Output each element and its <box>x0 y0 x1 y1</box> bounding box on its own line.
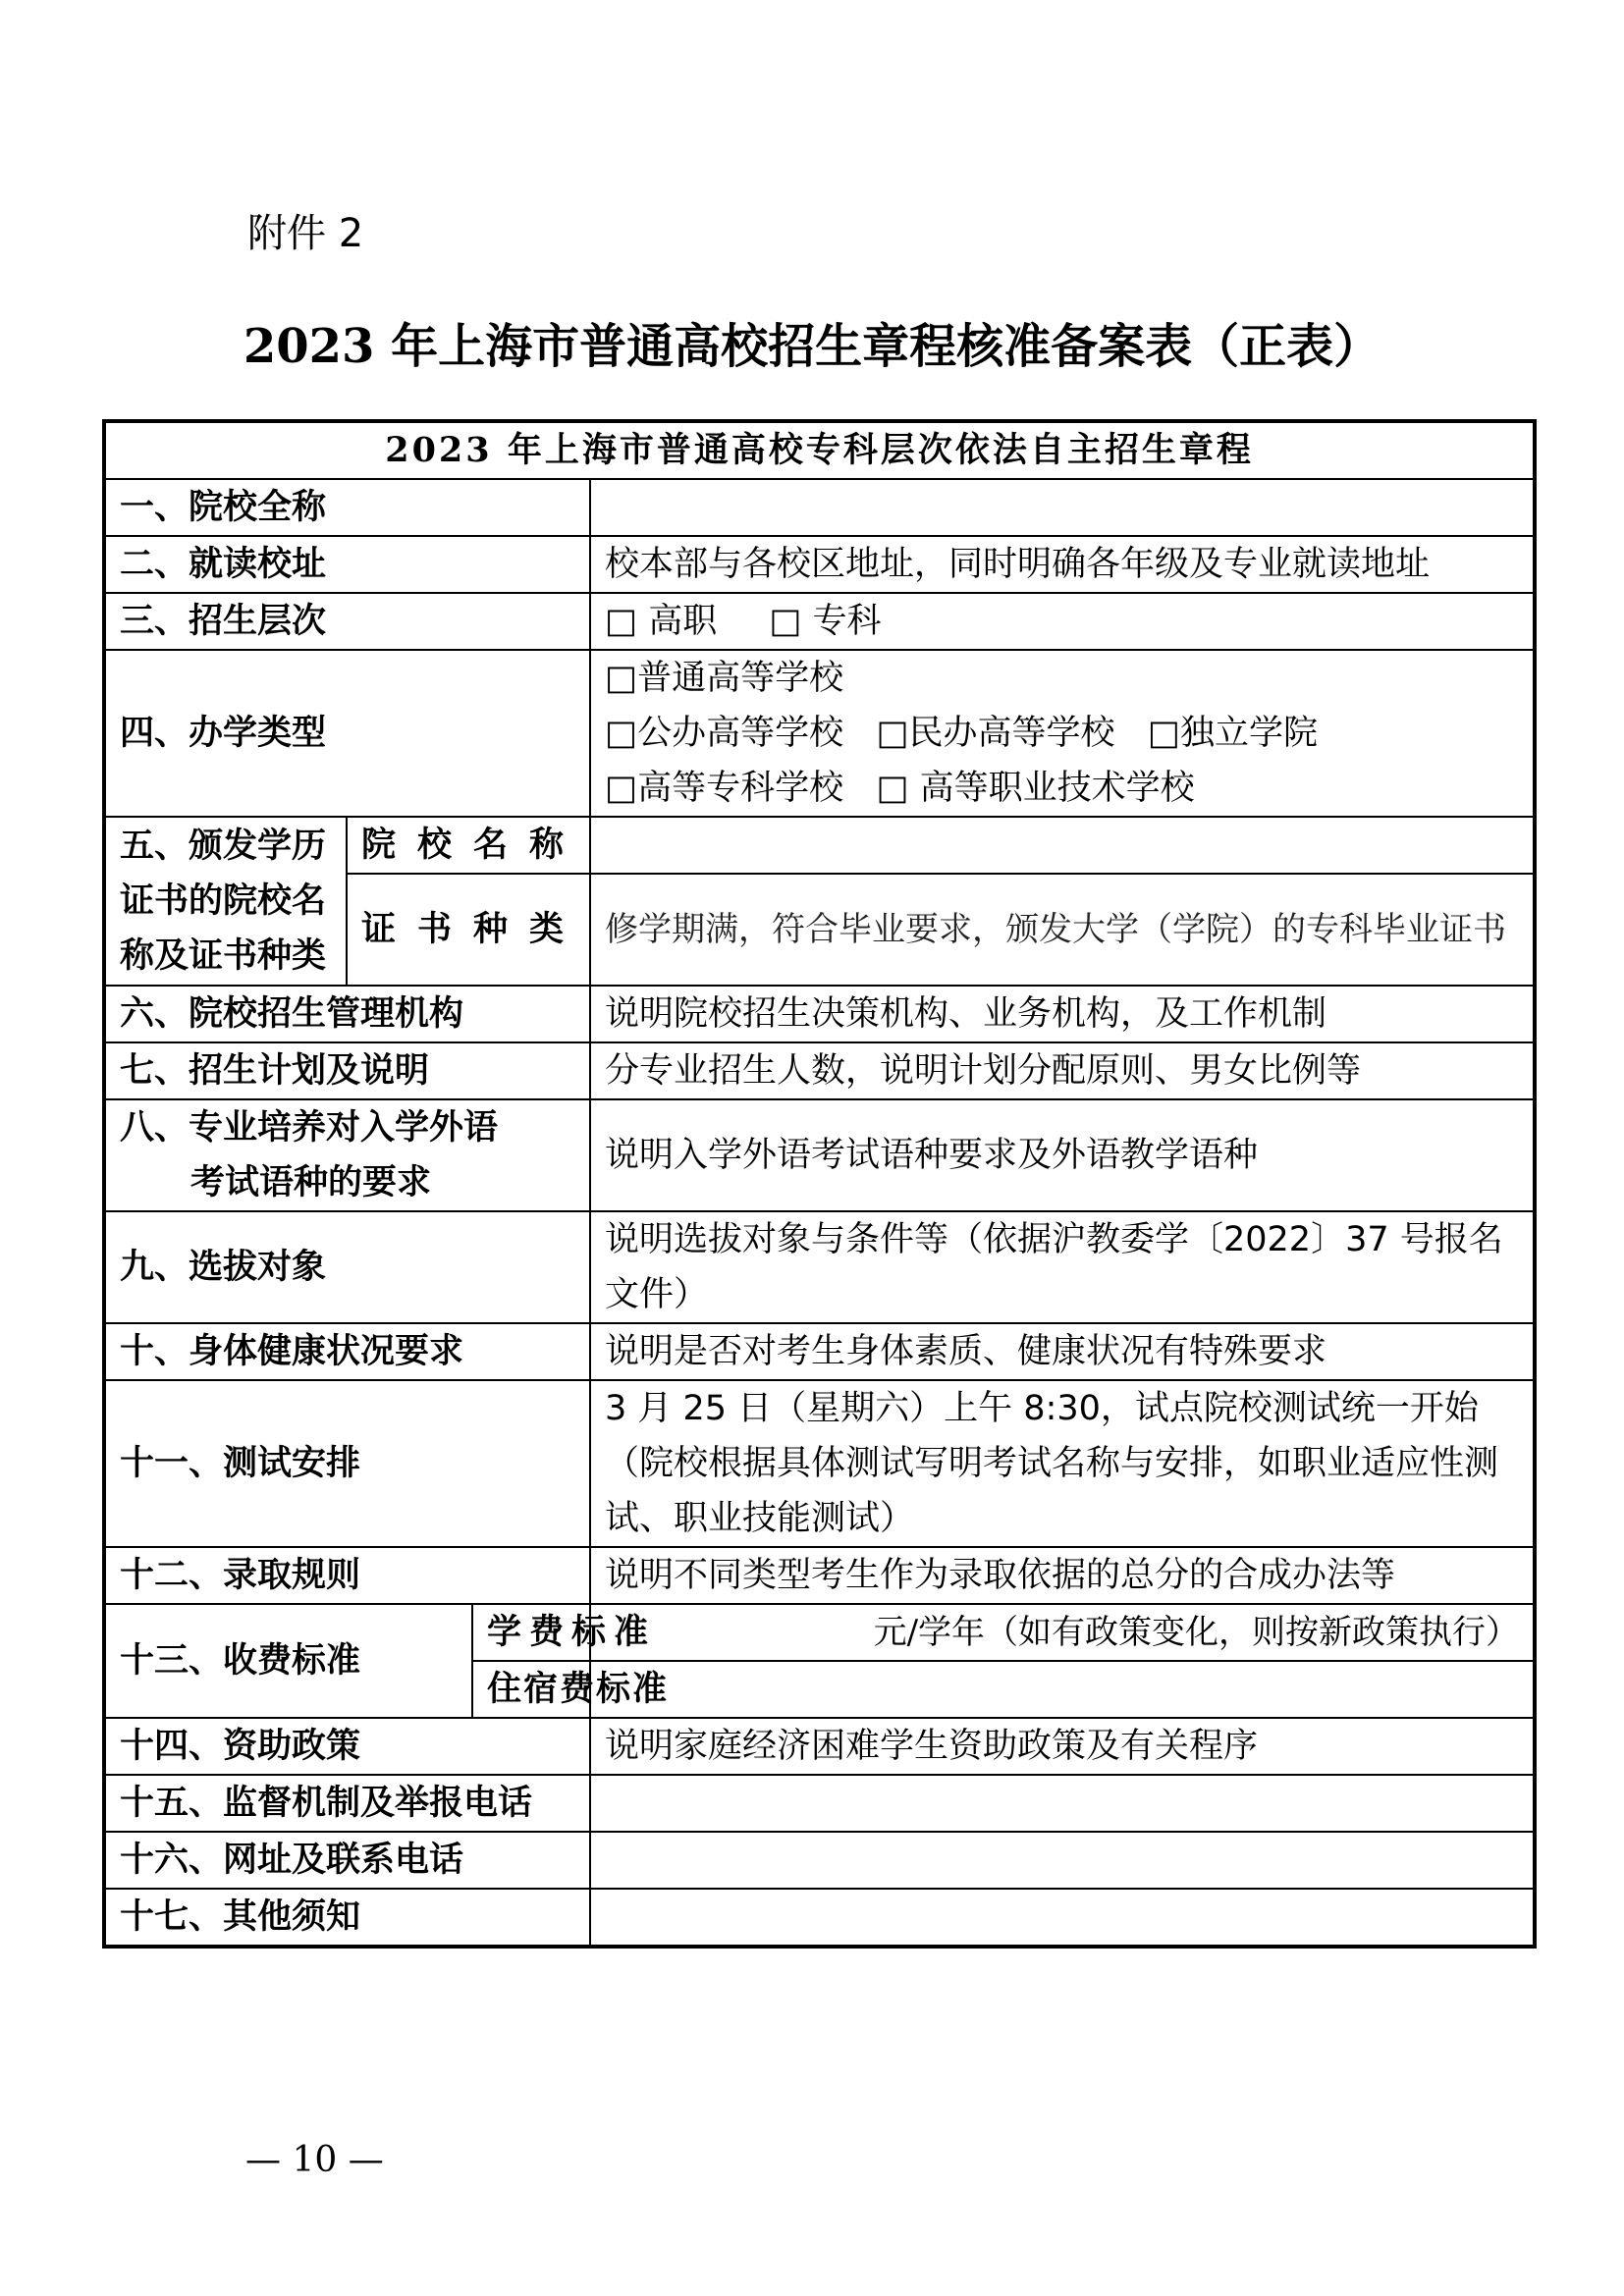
table-header-row <box>104 421 1535 479</box>
value-certificate-type[interactable]: 修学期满，符合毕业要求，颁发大学（学院）的专科毕业证书 <box>590 874 1535 986</box>
label-certificate-line-2: 证书的院校名 <box>120 881 327 921</box>
value-website-contact[interactable] <box>590 1832 1535 1889</box>
label-health-requirements: 十、身体健康状况要求 <box>104 1323 590 1380</box>
row-admission-rules <box>104 1547 1535 1604</box>
value-enrollment-level <box>590 593 1535 650</box>
row-certificate-school <box>104 817 1535 874</box>
row-test-schedule <box>104 1380 1535 1547</box>
value-accommodation-fee[interactable] <box>590 1661 1535 1718</box>
value-foreign-language[interactable]: 说明入学外语考试语种要求及外语教学语种 <box>590 1099 1535 1211</box>
checkbox-higher-vocational[interactable]: □ 高职 <box>605 602 718 641</box>
table-header: 2023 年上海市普通高校专科层次依法自主招生章程 <box>104 421 1535 479</box>
label-fee-standard: 十三、收费标准 <box>104 1604 472 1718</box>
label-school-type: 四、办学类型 <box>104 650 590 817</box>
value-admission-office[interactable]: 说明院校招生决策机构、业务机构，及工作机制 <box>590 986 1535 1042</box>
label-financial-aid: 十四、资助政策 <box>104 1718 590 1775</box>
label-enrollment-level: 三、招生层次 <box>104 593 590 650</box>
sub-label-accommodation-fee: 住宿费标准 <box>472 1661 590 1718</box>
sub-label-tuition-fee: 学费标准 <box>472 1604 590 1661</box>
label-admission-rules: 十二、录取规则 <box>104 1547 590 1604</box>
page-number: — 10 — <box>245 2140 384 2180</box>
row-enrollment-level <box>104 593 1535 650</box>
sub-label-certificate-type: 证书种类 <box>347 874 590 986</box>
value-tuition-fee[interactable] <box>590 1604 1535 1661</box>
label-certificate-line-3: 称及证书种类 <box>120 935 327 976</box>
value-test-schedule[interactable]: 3 月 25 日（星期六）上午 8:30，试点院校测试统一开始（院校根据具体测试写明考试名称与安排，如职业适应性测试、职业技能测试） <box>590 1380 1535 1547</box>
value-school-type <box>590 650 1535 817</box>
row-school-full-name <box>104 479 1535 536</box>
label-school-full-name: 一、院校全称 <box>104 479 590 536</box>
row-website-contact <box>104 1832 1535 1889</box>
value-health-requirements[interactable]: 说明是否对考生身体素质、健康状况有特殊要求 <box>590 1323 1535 1380</box>
row-financial-aid <box>104 1718 1535 1775</box>
value-selection-target[interactable]: 说明选拔对象与条件等（依据沪教委学〔2022〕37 号报名文件） <box>590 1211 1535 1323</box>
document-title: 2023 年上海市普通高校招生章程核准备案表（正表） <box>243 319 1381 374</box>
label-admission-office: 六、院校招生管理机构 <box>104 986 590 1042</box>
label-supervision: 十五、监督机制及举报电话 <box>104 1775 590 1832</box>
value-financial-aid[interactable]: 说明家庭经济困难学生资助政策及有关程序 <box>590 1718 1535 1775</box>
label-enrollment-plan: 七、招生计划及说明 <box>104 1042 590 1099</box>
label-certificate-line-1: 五、颁发学历 <box>120 826 327 866</box>
label-campus-address: 二、就读校址 <box>104 536 590 593</box>
checkbox-junior-college[interactable]: □ 专科 <box>769 602 882 641</box>
value-enrollment-plan[interactable]: 分专业招生人数，说明计划分配原则、男女比例等 <box>590 1042 1535 1099</box>
value-admission-rules[interactable]: 说明不同类型考生作为录取依据的总分的合成办法等 <box>590 1547 1535 1604</box>
registration-form-table <box>102 419 1537 1949</box>
label-selection-target: 九、选拔对象 <box>104 1211 590 1323</box>
row-supervision <box>104 1775 1535 1832</box>
label-foreign-language <box>104 1099 590 1211</box>
value-supervision[interactable] <box>590 1775 1535 1832</box>
row-tuition-fee <box>104 1604 1535 1661</box>
attachment-label: 附件 2 <box>247 211 364 256</box>
school-type-line-1[interactable]: □普通高等学校 <box>605 659 844 698</box>
tuition-fee-text: 元/学年（如有政策变化，则按新政策执行） <box>873 1613 1520 1652</box>
label-certificate <box>104 817 347 986</box>
label-test-schedule: 十一、测试安排 <box>104 1380 590 1547</box>
label-foreign-language-line-1: 八、专业培养对入学外语 <box>120 1107 499 1148</box>
row-campus-address <box>104 536 1535 593</box>
row-admission-office <box>104 986 1535 1042</box>
value-campus-address[interactable]: 校本部与各校区地址，同时明确各年级及专业就读地址 <box>590 536 1535 593</box>
label-website-contact: 十六、网址及联系电话 <box>104 1832 590 1889</box>
row-other-notes <box>104 1889 1535 1947</box>
label-foreign-language-line-2: 考试语种的要求 <box>190 1162 432 1202</box>
row-selection-target <box>104 1211 1535 1323</box>
row-school-type <box>104 650 1535 817</box>
row-enrollment-plan <box>104 1042 1535 1099</box>
label-other-notes: 十七、其他须知 <box>104 1889 590 1947</box>
row-foreign-language <box>104 1099 1535 1211</box>
school-type-line-3[interactable]: □高等专科学校 □ 高等职业技术学校 <box>605 769 1195 808</box>
value-other-notes[interactable] <box>590 1889 1535 1947</box>
value-certificate-school-name[interactable] <box>590 817 1535 874</box>
value-school-full-name[interactable] <box>590 479 1535 536</box>
school-type-line-2[interactable]: □公办高等学校 □民办高等学校 □独立学院 <box>605 714 1318 753</box>
row-health-requirements <box>104 1323 1535 1380</box>
sub-label-school-name: 院校名称 <box>347 817 590 874</box>
